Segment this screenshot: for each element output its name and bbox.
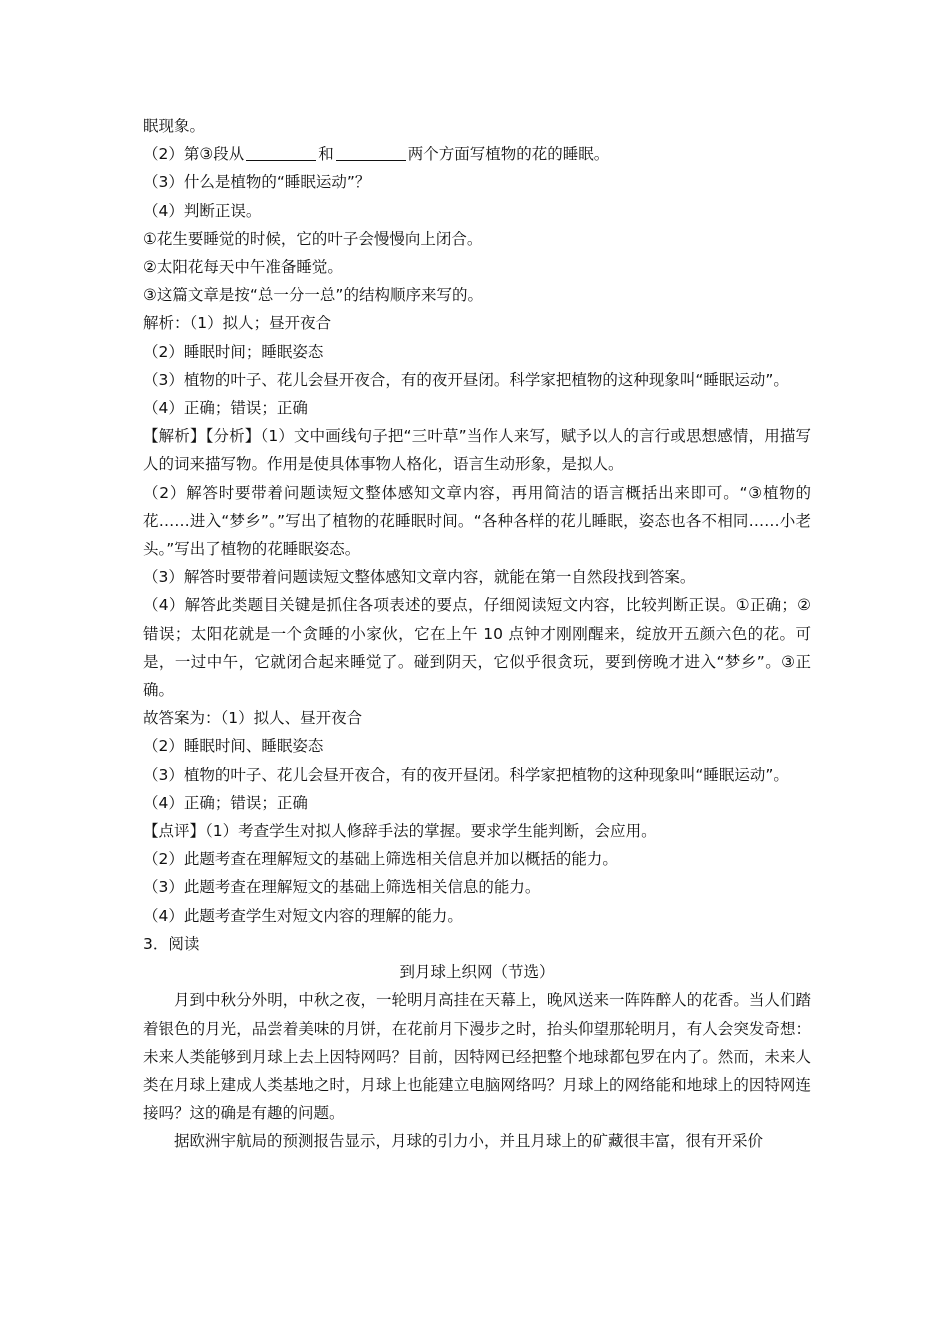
question-3: （3）什么是植物的“睡眠运动”？ — [143, 173, 371, 192]
analysis-paragraph: （2）解答时要带着问题读短文整体感知文章内容，再用简洁的语言概括出来即可。“③植物的花……进入“梦乡”。”写出了植物的花睡眠时间。“各种各样的花儿睡眠，姿态也各不相同……小老头。”写出了植物的花睡眠姿态。 — [143, 483, 811, 559]
statement-3: ③这篇文章是按“总一分一总”的结构顺序来写的。 — [143, 286, 483, 305]
question-heading: 3．阅读 — [143, 934, 200, 953]
final-answer-line: （4）正确；错误；正确 — [143, 793, 308, 812]
answer-blank[interactable] — [336, 144, 406, 161]
question-text: 和 — [318, 145, 334, 164]
answer-line: 解析：（1）拟人；昼开夜合 — [143, 314, 332, 333]
comment-line: （2）此题考查在理解短文的基础上筛选相关信息并加以概括的能力。 — [143, 850, 618, 869]
question-text: （2）第③段从 — [143, 145, 245, 164]
article-paragraph: 月到中秋分外明，中秋之夜，一轮明月高挂在天幕上，晚风送来一阵阵醉人的花香。当人们踏着银色的月光，品尝着美味的月饼，在花前月下漫步之时，抬头仰望那轮明月，有人会突发奇想：未来人类能够到月球上去上因特网吗？目前，因特网已经把整个地球都包罗在内了。然而，未来人类在月球上建成人类基地之时，月球上也能建立电脑网络吗？月球上的网络能和地球上的因特网连接吗？这的确是有趣的问题。 — [143, 991, 811, 1123]
statement-1: ①花生要睡觉的时候，它的叶子会慢慢向上闭合。 — [143, 229, 483, 248]
analysis-paragraph: （4）解答此类题目关键是抓住各项表述的要点，仔细阅读短文内容，比较判断正误。①正确；②错误；太阳花就是一个贪睡的小家伙，它在上午 10 点钟才刚刚醒来，绽放开五颜六色的花。可是，一过中午，它就闭合起来睡觉了。碰到阴天，它似乎很贪玩，要到傍晚才进入“梦乡”。③正确。 — [143, 596, 811, 700]
comment-line: （3）此题考查在理解短文的基础上筛选相关信息的能力。 — [143, 878, 541, 897]
statement-2: ②太阳花每天中午准备睡觉。 — [143, 258, 343, 277]
text-line: 眠现象。 — [143, 117, 206, 135]
answer-paragraph: （3）植物的叶子、花儿会昼开夜合，有的夜开昼闭。科学家把植物的这种现象叫“睡眠运动”。 — [143, 370, 789, 389]
question-text: 两个方面写植物的花的睡眠。 — [407, 145, 610, 164]
analysis-paragraph: （3）解答时要带着问题读短文整体感知文章内容，就能在第一自然段找到答案。 — [143, 568, 696, 587]
comment-line: （4）此题考查学生对短文内容的理解的能力。 — [143, 906, 463, 925]
article-title: 到月球上织网（节选） — [399, 963, 555, 982]
comment-line: 【点评】（1）考查学生对拟人修辞手法的掌握。要求学生能判断，会应用。 — [143, 822, 657, 841]
article-paragraph: 据欧洲宇航局的预测报告显示，月球的引力小，并且月球上的矿藏很丰富，很有开采价 — [174, 1132, 764, 1151]
analysis-paragraph: 【解析】【分析】（1）文中画线句子把“三叶草”当作人来写，赋予以人的言行或思想感情，用描写人的词来描写物。作用是使具体事物人格化，语言生动形象，是拟人。 — [143, 427, 811, 474]
final-answer-paragraph: （3）植物的叶子、花儿会昼开夜合，有的夜开昼闭。科学家把植物的这种现象叫“睡眠运动”。 — [143, 765, 789, 784]
answer-line: （2）睡眠时间；睡眠姿态 — [143, 342, 324, 361]
final-answer-line: 故答案为：（1）拟人、昼开夜合 — [143, 709, 363, 728]
question-4: （4）判断正误。 — [143, 201, 262, 220]
answer-blank[interactable] — [246, 144, 316, 161]
document-body — [143, 112, 811, 1156]
answer-line: （4）正确；错误；正确 — [143, 399, 308, 418]
final-answer-line: （2）睡眠时间、睡眠姿态 — [143, 737, 324, 756]
question-2 — [143, 140, 811, 168]
